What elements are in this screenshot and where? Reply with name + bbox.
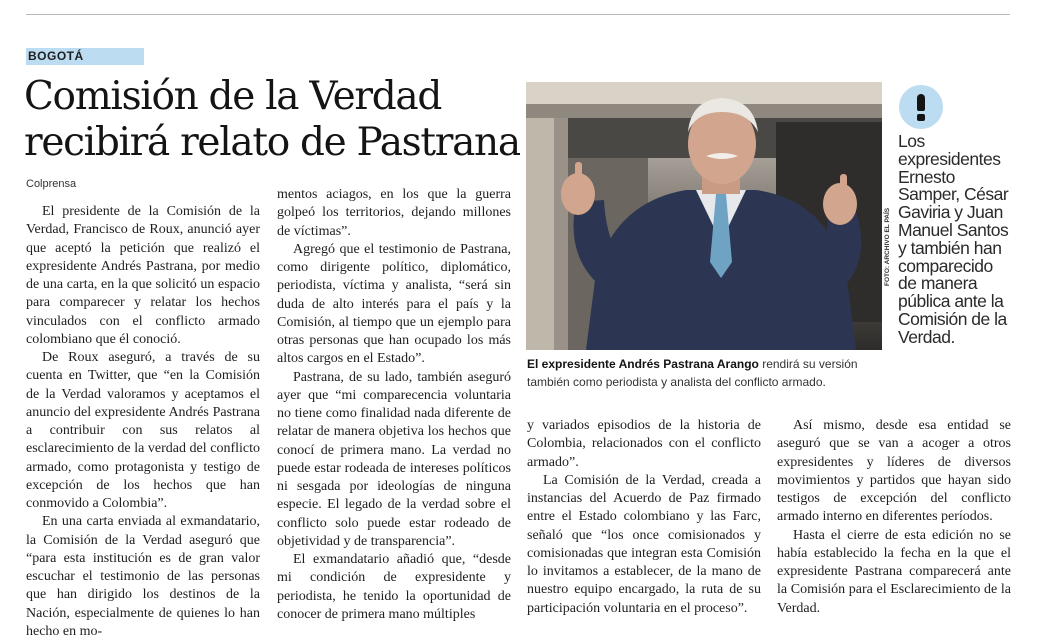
photo-illustration: [526, 82, 882, 350]
article-column-1: [26, 203, 260, 641]
paragraph: De Roux aseguró, a través de su cuenta en Twitter, que “en la Comisión de la Verdad valoramos y aceptamos el anuncio del expresidente Andrés Pastrana a contribuir con sus relatos al esclarecimiento de la verdad del conflicto armado, como protagonista y testigo de excepción de los hechos que han conmovido a Colombia”.: [26, 350, 260, 511]
paragraph: Agregó que el testimonio de Pastrana, como dirigente político, diplomático, periodista, víctima y analista, “será sin duda de alto interés para el país y la Comisión, al tiempo que un ejemplo para otras personas que han ocupado los más altos cargos en el Estado”.: [277, 241, 511, 367]
article-column-4: [777, 417, 1011, 618]
paragraph: Hasta el cierre de esta edición no se había establecido la fecha en la que el expresidente Pastrana comparecerá ante la Comisión para el Esclarecimiento de la Verdad.: [777, 527, 1011, 616]
paragraph: En una carta enviada al exmandatario, la Comisión de la Verdad aseguró que “para esta institución es de gran valor escuchar el testimonio de las personas que han dirigido los destinos de la Nación, especialmente de quienes lo han hecho en mo-: [26, 514, 260, 639]
paragraph: El exmandatario añadió que, “desde mi condición de expresidente y periodista, he tenido la oportunidad de conocer de primera mano múltiples: [277, 552, 511, 622]
headline: Comisión de la Verdad recibirá relato de Pastrana: [24, 74, 520, 165]
paragraph: La Comisión de la Verdad, creada a instancias del Acuerdo de Paz firmado entre el Estado colombiano y las Farc, señaló que “los once comisionados y comisionadas que integran esta Comisión lo invitamos a establecer, de la mano de nuestro equipo encargado, la ruta de su participación voluntaria en el proceso”.: [527, 472, 761, 616]
paragraph: Así mismo, desde esa entidad se aseguró que se van a acoger a otros expresidentes y líderes de diversos movimientos y partidos que hayan sido testigos de excepción del conflicto armado interno en diferentes períodos.: [777, 418, 1011, 525]
paragraph: mentos aciagos, en los que la guerra golpeó los territorios, dejando millones de víctimas”.: [277, 187, 511, 239]
paragraph: El presidente de la Comisión de la Verdad, Francisco de Roux, anunció ayer que aceptó la petición que realizó el expresidente Andrés Pastrana, por medio de una carta, en la que solicitó un espacio para comparecer y relatar los hechos vinculados con el conflicto armado colombiano que él conoció.: [26, 204, 260, 347]
byline: Colprensa: [26, 178, 77, 190]
top-rule: [26, 14, 1010, 15]
section-tag: BOGOTÁ: [26, 48, 144, 65]
photo-credit: FOTO: ARCHIVO EL PAÍS: [884, 207, 891, 286]
paragraph: Pastrana, de su lado, también aseguró ayer que “mi comparecencia voluntaria no tiene como finalidad nada diferente de relatar de manera objetiva los hechos que conocí de primera mano. La verdad no puede estar rodeada de intereses políticos ni sesgada por ideologías de ninguna especie. El legado de la verdad sobre el conflicto solo puede estar rodeado de objetividad y de transparencia”.: [277, 369, 511, 549]
article-column-2: [277, 186, 511, 624]
article-column-3: [527, 417, 761, 618]
paragraph: y variados episodios de la historia de Colombia, relacionados con el conflicto armado”.: [527, 418, 761, 470]
sidebar-note: Los expresidentes Ernesto Samper, César Gaviria y Juan Manuel Santos y también han comparecido de manera pública ante la Comisión de la Verdad.: [898, 131, 1009, 347]
exclamation-icon: [899, 85, 943, 129]
news-photo: [526, 82, 882, 350]
caption-text: rendirá su versión también como periodista y analista del conflicto armado.: [527, 357, 858, 389]
photo-caption: [527, 355, 877, 391]
caption-bold: El expresidente Andrés Pastrana Arango: [527, 357, 759, 371]
